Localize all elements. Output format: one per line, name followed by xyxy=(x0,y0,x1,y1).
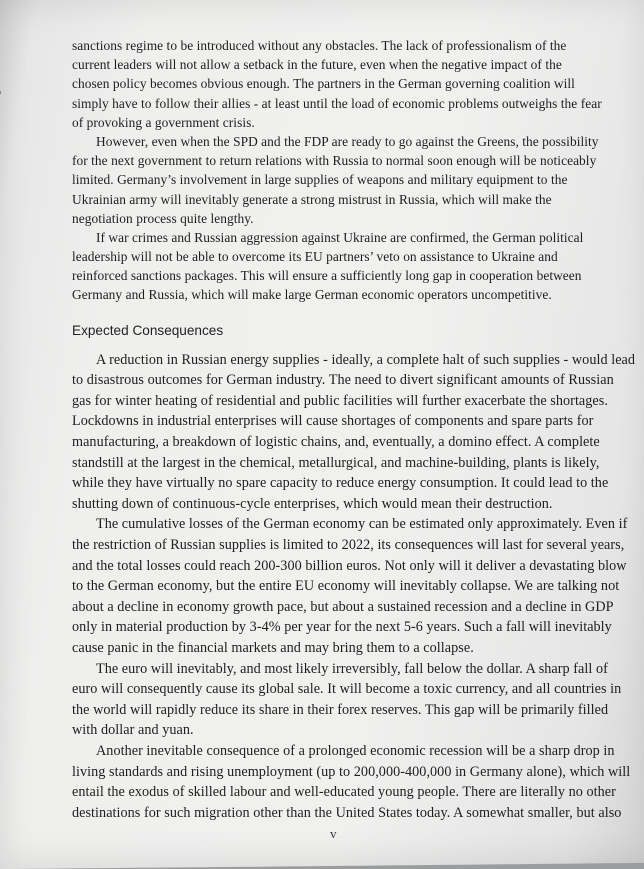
text-line: A reduction in Russian energy supplies - ideally, a complete halt of such supplies - would lead xyxy=(96,351,636,368)
text-line: sanctions regime to be introduced without any obstacles. The lack of professionalism of the xyxy=(72,38,567,53)
text-line: cause panic in the financial markets and may bring them to a collapse. xyxy=(72,639,474,656)
text-line: Ukrainian army will inevitably generate a strong mistrust in Russia, which will make the xyxy=(72,191,552,207)
section-heading: Expected Consequences xyxy=(72,322,224,338)
text-line: Another inevitable consequence of a prolonged economic recession will be a sharp drop in xyxy=(96,742,615,759)
text-line: of provoking a government crisis. xyxy=(72,114,255,130)
text-line: If war crimes and Russian aggression against Ukraine are confirmed, the German political xyxy=(96,229,584,245)
paragraph-4 xyxy=(72,350,636,515)
text-line: and the total losses could reach 200-300 billion euros. Not only will it deliver a devastating blow xyxy=(72,557,627,574)
text-line: current leaders will not allow a setback in the future, even when the negative impact of the xyxy=(72,57,562,73)
text-line: standstill at the largest in the chemical, metallurgical, and machine-building, plants is likely, xyxy=(72,454,600,471)
edge-mark xyxy=(0,91,1,94)
paragraph-6 xyxy=(72,659,622,741)
text-line: with dollar and yuan. xyxy=(72,722,194,739)
text-line: gas for winter heating of residential and public facilities will further exacerbate the shortages. xyxy=(72,392,608,409)
paragraph-3 xyxy=(72,228,612,305)
paragraph-1 xyxy=(72,36,612,132)
text-line: euro will consequently cause its global sale. It will become a toxic currency, and all countries in xyxy=(72,681,622,698)
text-line: for the next government to return relations with Russia to normal soon enough will be noticeably xyxy=(72,153,597,169)
text-line: The euro will inevitably, and most likely irreversibly, fall below the dollar. A sharp fall of xyxy=(96,660,608,677)
text-line: chosen policy becomes obvious enough. The partners in the German governing coalition will xyxy=(72,76,575,92)
text-line: negotiation process quite lengthy. xyxy=(72,210,254,226)
text-line: However, even when the SPD and the FDP are ready to go against the Greens, the possibility xyxy=(96,133,599,149)
paragraph-5 xyxy=(72,514,628,658)
text-line: the restriction of Russian supplies is limited to 2022, its consequences will last for several years, xyxy=(72,536,625,553)
text-line: to disastrous outcomes for German industry. The need to divert significant amounts of Russian xyxy=(72,372,614,389)
text-line: only in material production by 3-4% per year for the next 5-6 years. Such a fall will inevitably xyxy=(72,619,612,636)
text-line: living standards and rising unemployment (up to 200,000-400,000 in Germany alone), which will xyxy=(72,763,631,780)
text-line: while they have virtually no spare capacity to reduce energy consumption. It could lead to the xyxy=(72,475,609,492)
text-line: manufacturing, a breakdown of logistic chains, and, eventually, a domino effect. A complete xyxy=(72,434,600,450)
text-line: reinforced sanctions packages. This will ensure a sufficiently long gap in cooperation between xyxy=(72,268,582,284)
text-line: destinations for such migration other than the United States today. A somewhat smaller, but also xyxy=(72,804,622,821)
document-body xyxy=(72,36,636,823)
text-line: limited. Germany’s involvement in large supplies of weapons and military equipment to the xyxy=(72,172,568,188)
page-number: v xyxy=(330,826,337,841)
paragraph-2 xyxy=(72,132,612,228)
text-line: simply have to follow their allies - at least until the load of economic problems outweighs the fear xyxy=(72,95,602,111)
text-line: Germany and Russia, which will make large German economic operators uncompetitive. xyxy=(72,287,552,303)
text-line: leadership will not be able to overcome its EU partners’ veto on assistance to Ukraine and xyxy=(72,249,558,265)
text-line: shutting down of continuous-cycle enterprises, which would mean their destruction. xyxy=(72,495,553,512)
text-line: to the German economy, but the entire EU economy will inevitably collapse. We are talking not xyxy=(72,578,620,595)
text-line: about a decline in economy growth pace, but about a sustained recession and a decline in GDP xyxy=(72,598,614,615)
text-line: the world will rapidly reduce its share in their forex reserves. This gap will be primarily filled xyxy=(72,701,609,718)
text-line: Lockdowns in industrial enterprises will cause shortages of components and spare parts for xyxy=(72,413,594,430)
text-line: The cumulative losses of the German economy can be estimated only approximately. Even if xyxy=(96,516,628,533)
paragraph-7 xyxy=(72,741,631,823)
text-line: entail the exodus of skilled labour and well-educated young people. There are literally no other xyxy=(72,784,616,801)
